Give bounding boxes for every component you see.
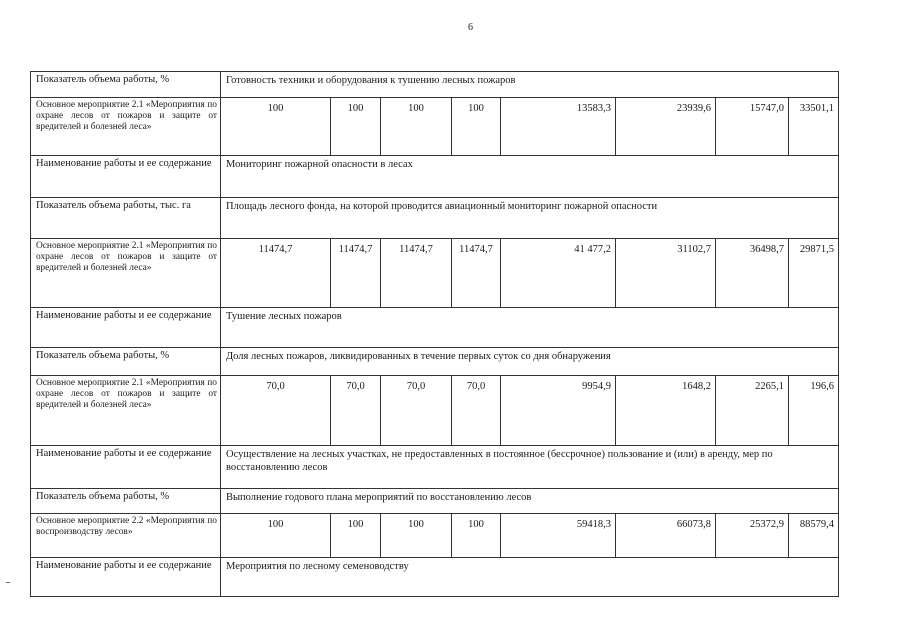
- value-cell: 36498,7: [749, 244, 784, 255]
- row-label: Основное мероприятие 2.1 «Мероприятия по охране лесов от пожаров и защите от вредителей и болезней леса»: [36, 241, 217, 273]
- row-label: Показатель объема работы, %: [36, 74, 170, 85]
- value-cell: 29871,5: [799, 244, 834, 255]
- value-cell: 66073,8: [676, 519, 711, 530]
- value-cell: 70,0: [346, 381, 365, 392]
- value-cell: 31102,7: [677, 244, 711, 255]
- value-cell: 13583,3: [576, 103, 611, 114]
- value-cell: 100: [408, 519, 424, 530]
- row-label: Основное мероприятие 2.1 «Мероприятия по охране лесов от пожаров и защите от вредителей и болезней леса»: [36, 100, 217, 132]
- value-cell: 1648,2: [682, 381, 711, 392]
- value-cell: 23939,6: [676, 103, 711, 114]
- value-cell: 70,0: [466, 381, 486, 392]
- value-cell: 33501,1: [799, 103, 834, 114]
- row-label: Показатель объема работы, тыс. га: [36, 200, 191, 211]
- value-cell: 11474,7: [258, 244, 293, 255]
- value-cell: 100: [267, 519, 284, 530]
- value-cell: 100: [468, 103, 484, 114]
- value-cell: 100: [347, 103, 364, 114]
- row-description: Готовность техники и оборудования к тушению лесных пожаров: [226, 75, 516, 86]
- row-label: Основное мероприятие 2.1 «Мероприятия по охране лесов от пожаров и защите от вредителей и болезней леса»: [36, 378, 217, 410]
- value-cell: 25372,9: [749, 519, 784, 530]
- row-label: Наименование работы и ее содержание: [36, 560, 212, 571]
- table-rule: [30, 596, 839, 597]
- value-cell: 59418,3: [576, 519, 611, 530]
- margin-mark: [6, 582, 10, 583]
- row-description: Тушение лесных пожаров: [226, 311, 342, 322]
- row-label: Наименование работы и ее содержание: [36, 448, 212, 459]
- page-number: 6: [468, 22, 473, 33]
- value-cell: 70,0: [266, 381, 285, 392]
- row-description: Площадь лесного фонда, на которой проводится авиационный мониторинг пожарной опасности: [226, 201, 658, 212]
- value-cell: 100: [408, 103, 424, 114]
- value-cell: 11474,7: [399, 244, 433, 255]
- value-cell: 100: [267, 103, 284, 114]
- value-cell: 9954,9: [582, 381, 611, 392]
- value-cell: 196,6: [810, 381, 834, 392]
- value-cell: 70,0: [406, 381, 426, 392]
- row-label: Показатель объема работы, %: [36, 350, 170, 361]
- value-cell: 88579,4: [799, 519, 834, 530]
- value-cell: 100: [468, 519, 484, 530]
- row-label: Основное мероприятие 2.2 «Мероприятия по воспроизводству лесов»: [36, 516, 217, 537]
- value-cell: 11474,7: [338, 244, 373, 255]
- table-rule: [838, 71, 839, 596]
- row-description: Доля лесных пожаров, ликвидированных в течение первых суток со дня обнаружения: [226, 351, 611, 362]
- value-cell: 2265,1: [755, 381, 784, 392]
- row-label: Показатель объема работы, %: [36, 491, 170, 502]
- row-description: Выполнение годового плана мероприятий по восстановлению лесов: [226, 492, 532, 503]
- value-cell: 15747,0: [749, 103, 784, 114]
- row-description: Мониторинг пожарной опасности в лесах: [226, 159, 413, 170]
- row-label: Наименование работы и ее содержание: [36, 158, 212, 169]
- value-cell: 100: [347, 519, 364, 530]
- row-description: Осуществление на лесных участках, не предоставленных в постоянное (бессрочное) пользование и (или) в аренду, мер по восстановлению лесов: [226, 449, 773, 473]
- row-label: Наименование работы и ее содержание: [36, 310, 212, 321]
- row-description: Мероприятия по лесному семеноводству: [226, 561, 409, 572]
- value-cell: 41 477,2: [574, 244, 611, 255]
- value-cell: 11474,7: [459, 244, 493, 255]
